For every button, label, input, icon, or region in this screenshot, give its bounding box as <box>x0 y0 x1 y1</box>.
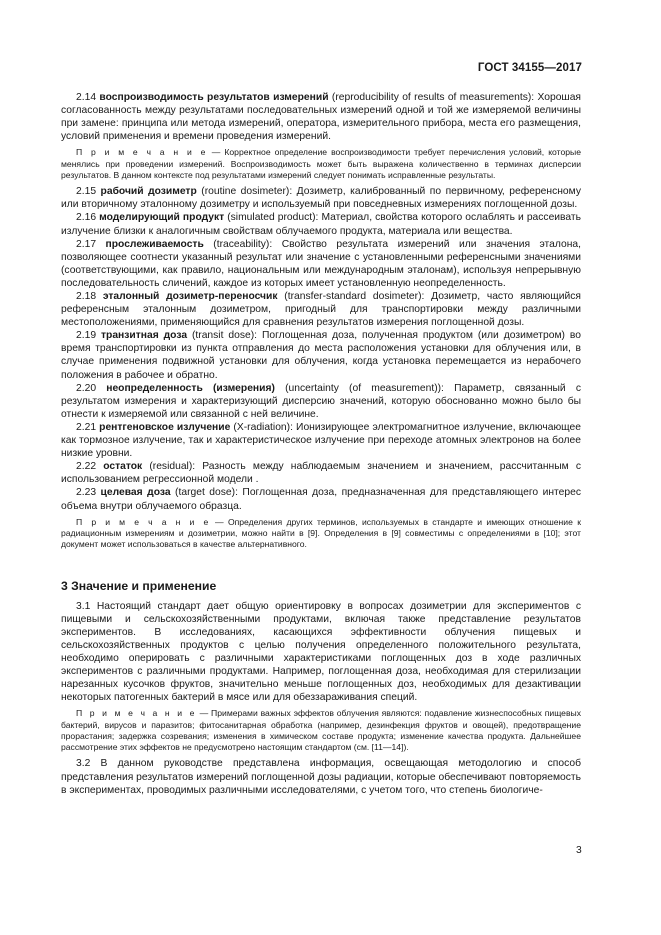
note-label: П р и м е ч а н и е <box>76 708 197 719</box>
definition-2-18: 2.18 эталонный дозиметр-переносчик (transfer-standard dosimeter): Дозиметр, часто являющийся референсным эталонным дозиметром, пригодный для транспортировки между различными местоположениями, применяющийся для сравнения результатов измерения поглощенной дозы. <box>61 291 581 329</box>
definition-2-14: 2.14 воспроизводимость результатов измерений (reproducibility of results of measurements): Хорошая согласованность между результатами последовательных измерений одной и той же измеряемой величины при замене: принципа или метода измерений, оператора, измерительного прибора, места его размещения, условий применения и времени проведения измерений. <box>61 92 581 143</box>
note-reproducibility: П р и м е ч а н и е — Корректное определение воспроизводимости требует перечисления условий, которые менялись при проведении измерений. Воспроизводимость может быть выражена количественно в терминах дисперсии результатов. В данном контексте под результатами измерений следует понимать исправленные результаты. <box>61 147 581 180</box>
definition-term: целевая доза <box>100 487 171 499</box>
definition-term: рентгеновское излучение <box>99 421 231 433</box>
note-irradiation-effects: П р и м е ч а н и е — Примерами важных эффектов облучения являются: подавление жизнеспособных пищевых бактерий, вирусов и паразитов; фитосанитарная обработка (например, дезинфекция фруктов и овощей), предотвращение прорастания; задержка созревания; изменения в химическом составе продукта; изменение качества продукта. Дальнейшее рассмотрение этих эффектов не предусмотрено настоящим стандартом (см. [11—14]). <box>61 708 581 753</box>
definition-term: эталонный дозиметр-переносчик <box>102 291 278 303</box>
section-3-title: 3 Значение и применение <box>61 578 217 593</box>
definition-term: неопределенность (измерения) <box>106 382 275 394</box>
paragraph-3-2: 3.2 В данном руководстве представлена информация, освещающая методологию и способ представления результатов измерений поглощенной дозы радиации, которые обеспечивают повторяемость в экспериментах, проводимых различными исследователями, с учетом того, что степень биологиче- <box>61 758 581 796</box>
definition-2-19: 2.19 транзитная доза (transit dose): Поглощенная доза, полученная продуктом (или дозиметром) во время транспортировки из пункта отправления до места расположения установки для облучения или, в случае применения подвижной установки для облучения, когда установка перемещается из нерабочего положения в рабочее и обратно. <box>61 330 581 381</box>
note-other-terms: П р и м е ч а н и е — Определения других терминов, используемых в стандарте и имеющих отношение к радиационным измерениям и дозиметрии, можно найти в [9]. Определения в [9] совместимы с определениями в [10]; этот документ может использоваться в качестве альтернативного. <box>61 516 581 550</box>
definition-2-23: 2.23 целевая доза (target dose): Поглощенная доза, предназначенная для представляющего интерес объема внутри облучаемого образца. <box>61 487 581 512</box>
definition-term: моделирующий продукт <box>99 212 225 224</box>
definition-term: прослеживаемость <box>105 238 204 250</box>
definition-2-20: 2.20 неопределенность (измерения) (uncertainty (of measurement)): Параметр, связанный с результатом измерения и характеризующий дисперсию значений, которую обоснованно можно было бы отнести к измеряемой или связанной с ней величине. <box>61 382 581 420</box>
definition-term: транзитная доза <box>100 330 188 342</box>
definition-2-21: 2.21 рентгеновское излучение (X-radiation): Ионизирующее электромагнитное излучение, включающее как тормозное излучение, так и характеристическое излучение при переходе атомных электронов на более низкие уровни. <box>61 421 581 460</box>
note-label: П р и м е ч а н и е <box>76 147 208 158</box>
definition-term: остаток <box>103 461 143 473</box>
definition-2-22: 2.22 остаток (residual): Разность между наблюдаемым значением и значением, рассчитанным с использованием регрессионной модели . <box>61 461 581 486</box>
note-label: П р и м е ч а н и е <box>76 516 211 527</box>
paragraph-3-1: 3.1 Настоящий стандарт дает общую ориентировку в вопросах дозиметрии для экспериментов с пищевыми и сельскохозяйственными продуктами, включая также представление результатов экспериментов. В исследованиях, касающихся эффективности облучения пищевых и сельскохозяйственных продуктов с целью получения определенного положительного результата, необходимо оперировать с различными характеристиками поглощенных доз в ходе различных экспериментов с различными продуктами. Например, поглощенная доза, необходимая для стерилизации нарезанных кусочков фруктов, значительно меньше поглощенных доз, необходимых для дезактивации некоторых патогенных бактерий в мясе или для обеззараживания специй. <box>61 600 581 704</box>
page-number: 3 <box>576 845 582 856</box>
definition-term: воспроизводимость результатов измерений <box>99 92 329 103</box>
document-code: ГОСТ 34155—2017 <box>477 62 582 74</box>
page-content <box>61 91 581 797</box>
definition-term: рабочий дозиметр <box>100 186 197 198</box>
definition-2-15: 2.15 рабочий дозиметр (routine dosimeter): Дозиметр, калиброванный по первичному, референсному или вторичному эталонному дозиметру и используемый при повседневных измерениях поглощенной дозы. <box>61 186 581 211</box>
definition-2-17: 2.17 прослеживаемость (traceability): Свойство результата измерений или значения эталона, позволяющее соотнести указанный результат или значение с установленными референсными значениями (соответствующими, как правило, национальным или международным эталонам), используя непрерывную последовательность сличений, каждое из которых имеет установленную неопределенность. <box>61 238 581 289</box>
definition-2-16: 2.16 моделирующий продукт (simulated product): Материал, свойства которого ослаблять и рассеивать излучение близки к аналогичным свойствам облучаемого продукта, материала или вещества. <box>61 212 581 237</box>
